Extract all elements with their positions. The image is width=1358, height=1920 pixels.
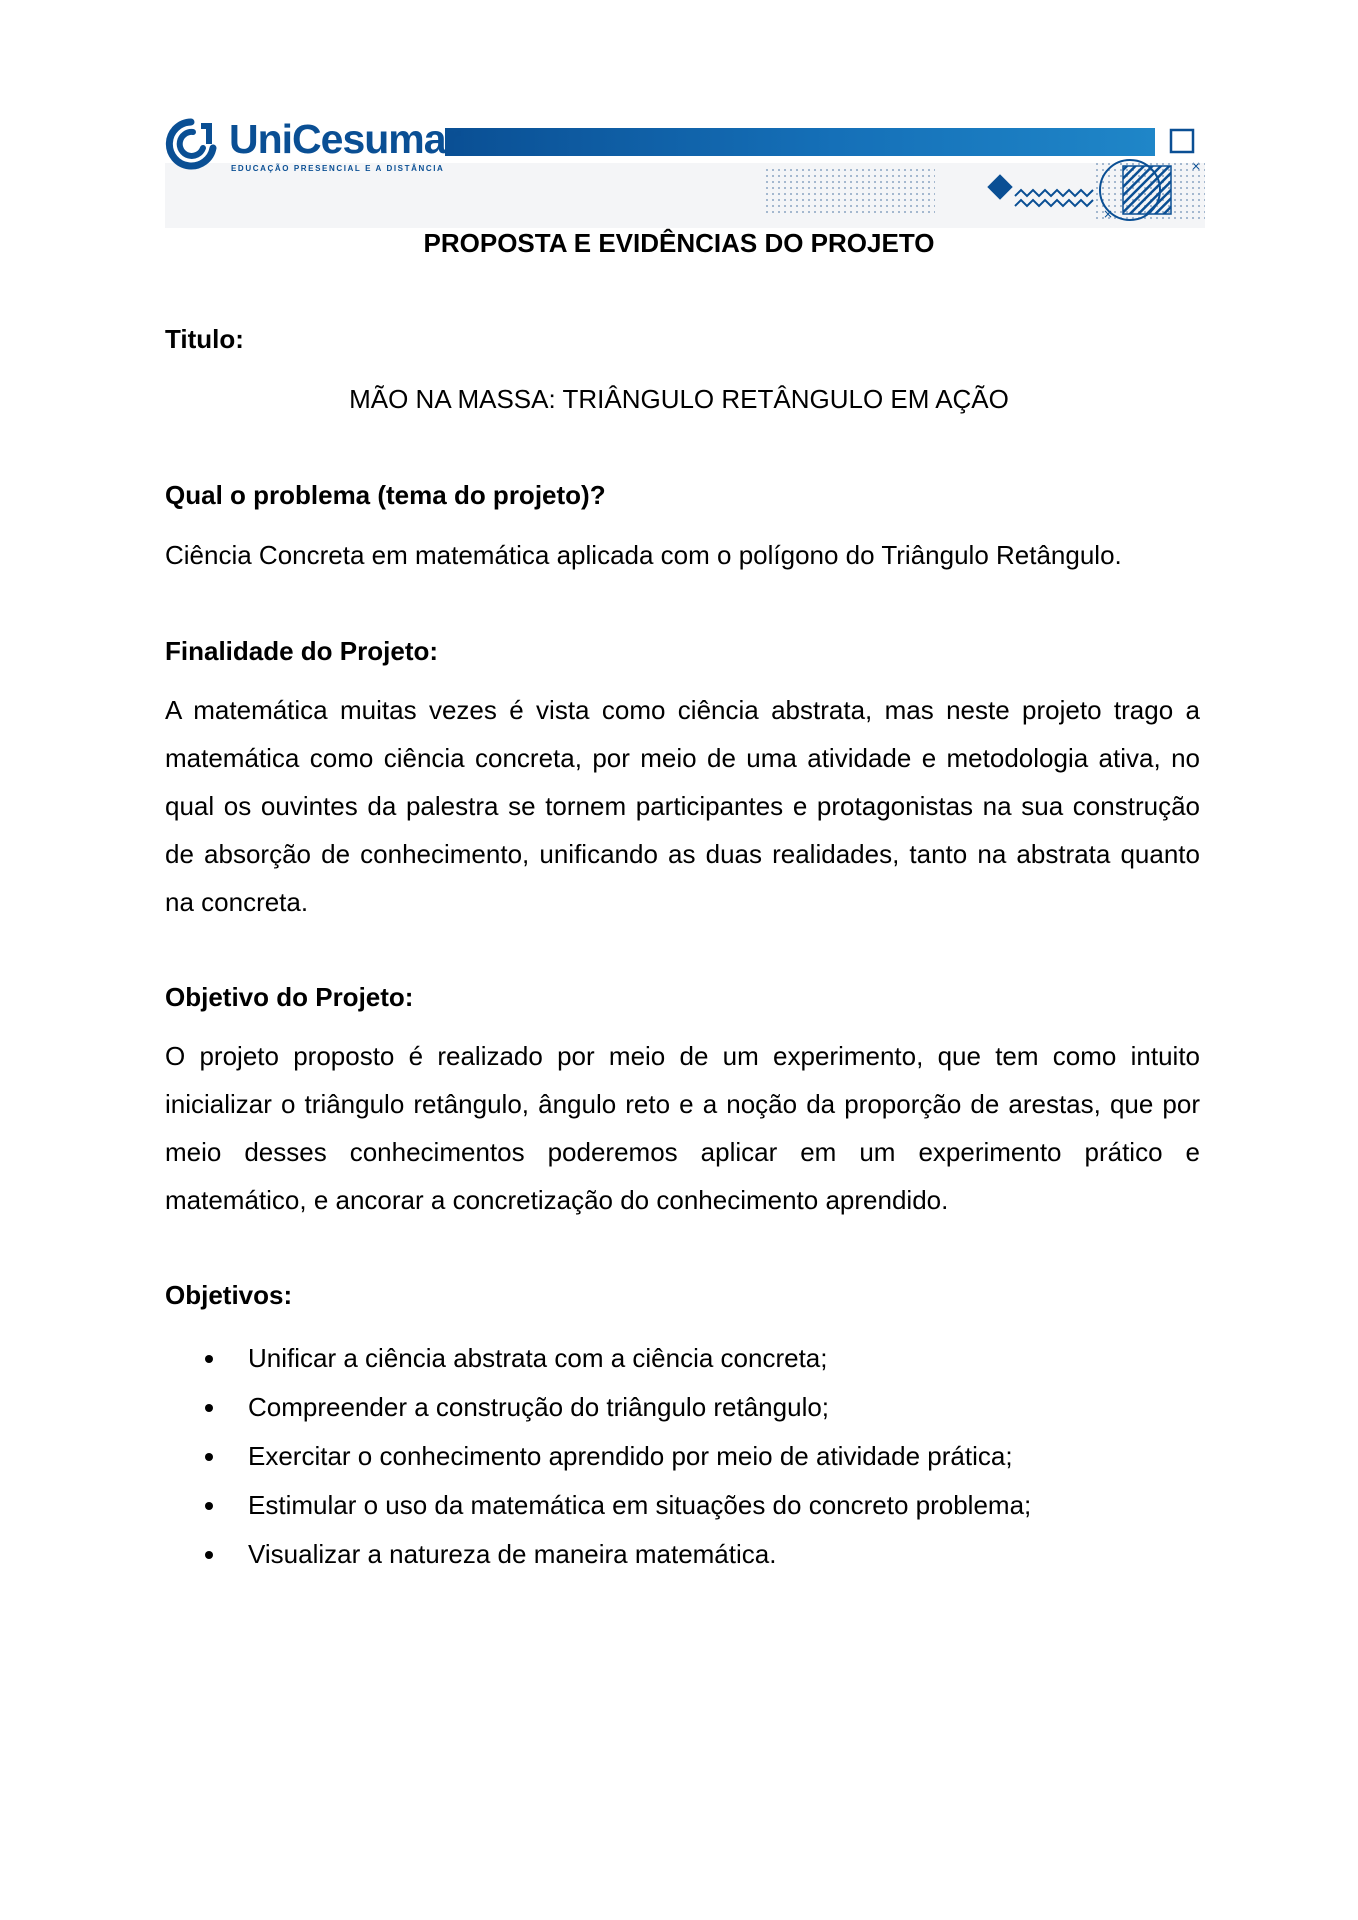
objetivos-label: Objetivos: (165, 1280, 293, 1310)
unicesumar-logo (165, 114, 461, 184)
header-banner (165, 108, 1205, 228)
list-item (165, 1539, 1200, 1588)
bullet-icon (205, 1404, 213, 1412)
problema-body (165, 540, 1200, 570)
objetivo-text: O projeto proposto é realizado por meio de um experimento, que tem como intuito inicializar o triângulo retângulo, ângulo reto e a noção da proporção de arestas, que por meio desses conhecimentos poderemos aplicar em um experimento prático e matemático, e ancorar a concretização do conhecimento aprendido. (165, 1041, 1200, 1215)
list-item (165, 1343, 1200, 1392)
list-item (165, 1490, 1200, 1539)
finalidade-text: A matemática muitas vezes é vista como ciência abstrata, mas neste projeto trago a matemática como ciência concreta, por meio de uma atividade e metodologia ativa, no qual os ouvintes da palestra se tornem participantes e protagonistas na sua construção de absorção de conhecimento, unificando as duas realidades, tanto na abstrata quanto na concreta. (165, 695, 1200, 917)
list-item-text: Visualizar a natureza de maneira matemática. (248, 1539, 777, 1569)
list-item-text: Exercitar o conhecimento aprendido por meio de atividade prática; (248, 1441, 1013, 1471)
finalidade-label: Finalidade do Projeto: (165, 636, 439, 666)
titulo-value: MÃO NA MASSA: TRIÂNGULO RETÂNGULO EM AÇÃO (349, 384, 1009, 414)
objetivos-list (165, 1343, 1200, 1588)
unicesumar-symbol-icon (165, 118, 225, 170)
list-item-text: Unificar a ciência abstrata com a ciência concreta; (248, 1343, 828, 1373)
bullet-icon (205, 1551, 213, 1559)
bullet-icon (205, 1502, 213, 1510)
objetivos-section (165, 1280, 1200, 1310)
list-item (165, 1392, 1200, 1441)
objetivo-section (165, 982, 1200, 1012)
finalidade-section (165, 636, 1200, 666)
list-item-text: Estimular o uso da matemática em situações do concreto problema; (248, 1490, 1032, 1520)
objetivo-body (165, 1032, 1200, 1224)
document-title: PROPOSTA E EVIDÊNCIAS DO PROJETO (423, 228, 935, 258)
problema-section (165, 480, 1200, 510)
objetivo-label: Objetivo do Projeto: (165, 982, 414, 1012)
bullet-icon (205, 1355, 213, 1363)
titulo-section (165, 324, 1200, 354)
finalidade-body (165, 686, 1200, 926)
list-item-text: Compreender a construção do triângulo retângulo; (248, 1392, 830, 1422)
problema-label: Qual o problema (tema do projeto)? (165, 480, 606, 510)
list-item (165, 1441, 1200, 1490)
logo-tagline: EDUCAÇÃO PRESENCIAL E A DISTÂNCIA (231, 164, 445, 173)
problema-text: Ciência Concreta em matemática aplicada com o polígono do Triângulo Retângulo. (165, 540, 1122, 570)
logo-wordmark: UniCesumar (229, 116, 461, 162)
titulo-label: Titulo: (165, 324, 244, 354)
bullet-icon (205, 1453, 213, 1461)
